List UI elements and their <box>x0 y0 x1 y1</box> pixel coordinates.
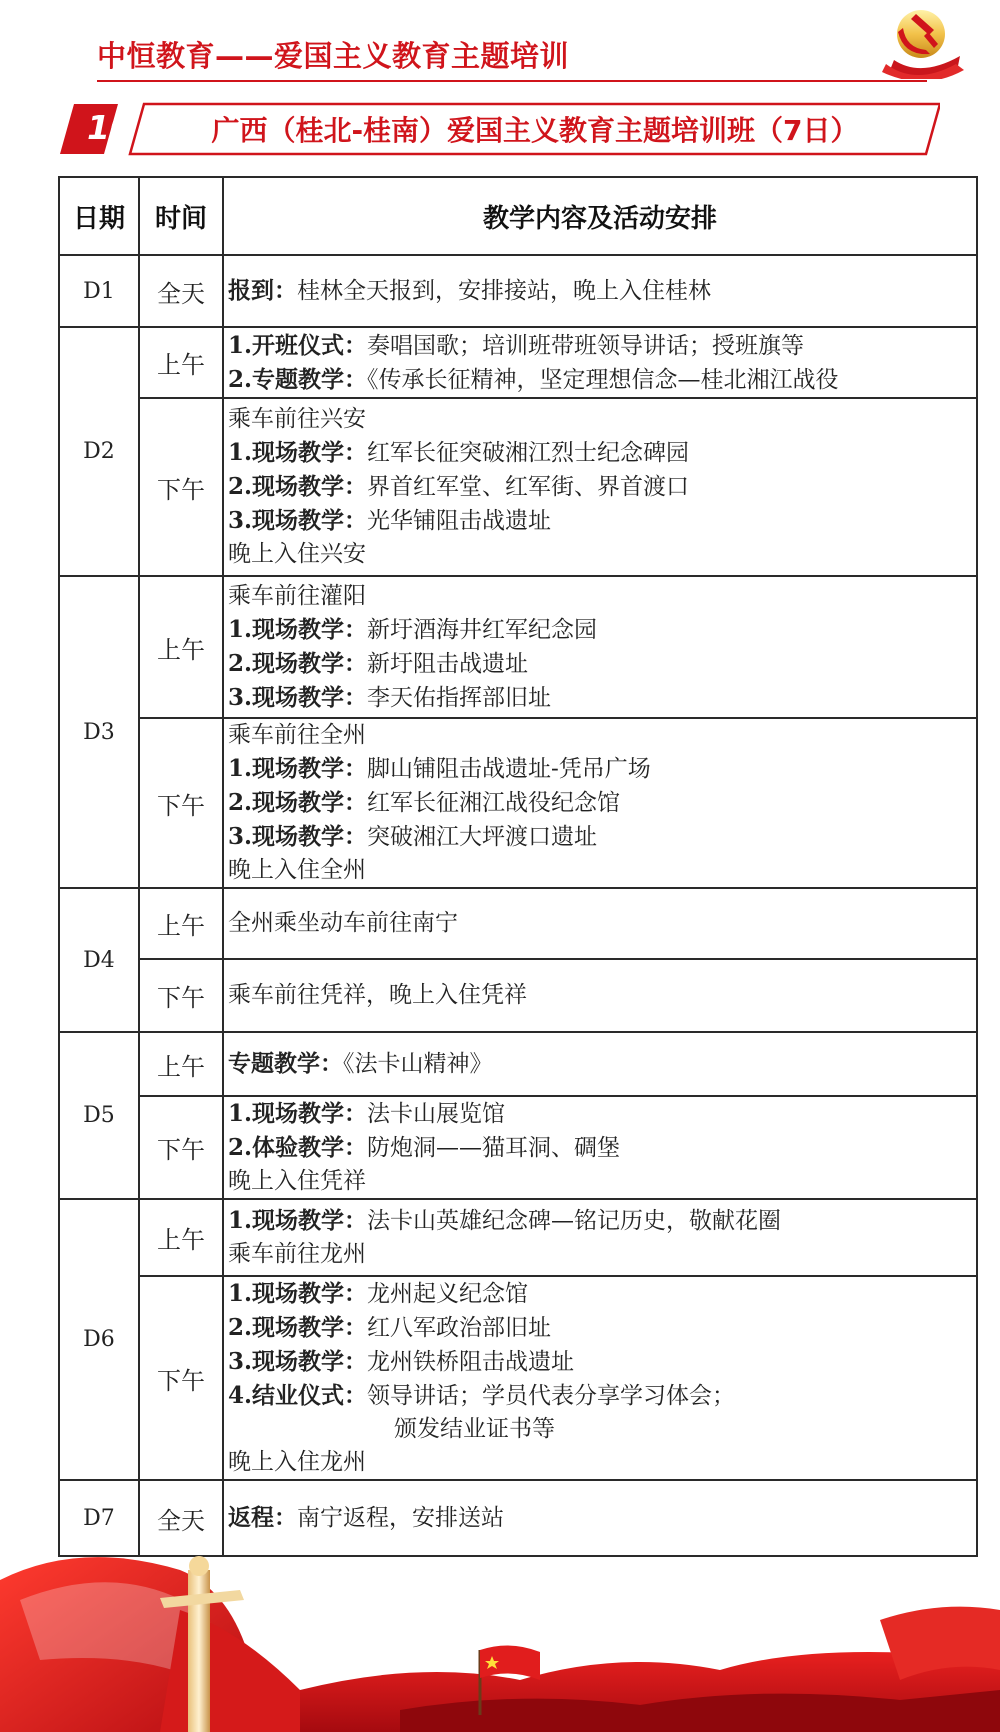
table-header-row <box>59 177 977 255</box>
line-text: 界首红军堂、红军街、界首渡口 <box>367 474 690 500</box>
line-text: 晚上入住凭祥 <box>228 1168 366 1194</box>
content-cell <box>223 959 977 1032</box>
content-cell <box>223 1199 977 1276</box>
line-label: 2.现场教学： <box>228 473 368 500</box>
content-cell <box>223 1096 977 1199</box>
table-row <box>59 327 977 398</box>
line-text: 红军长征湘江战役纪念馆 <box>367 790 621 816</box>
day-cell: D2 <box>59 327 139 576</box>
line-text: 桂林全天报到，安排接站，晚上入住桂林 <box>297 278 711 304</box>
day-cell: D1 <box>59 255 139 327</box>
line-text: 全州乘坐动车前往南宁 <box>228 910 458 936</box>
section-title: 广西（桂北-桂南）爱国主义教育主题培训班（7日） <box>211 114 859 147</box>
day-cell: D5 <box>59 1032 139 1199</box>
line-text: 法卡山英雄纪念碑—铭记历史，敬献花圈 <box>367 1208 782 1234</box>
line-text: 乘车前往龙州 <box>228 1241 366 1267</box>
line-text: 法卡山展览馆 <box>367 1101 506 1127</box>
line-text: 奏唱国歌；培训班带班领导讲话；授班旗等 <box>367 332 805 359</box>
line-label: 报到： <box>228 277 297 304</box>
line-label: 2.专题教学： <box>228 365 368 393</box>
time-cell: 下午 <box>139 1096 223 1199</box>
line-text: 突破湘江大坪渡口遗址 <box>367 824 598 850</box>
line-text: 《传承长征精神，坚定理想信念—桂北湘江战役 <box>367 366 839 393</box>
line-label: 3.现场教学： <box>228 823 368 850</box>
page-title: 中恒教育——爱国主义教育主题培训 <box>97 39 570 73</box>
time-cell: 下午 <box>139 398 223 576</box>
line-label: 2.现场教学： <box>228 649 368 677</box>
line-label: 返程： <box>228 1504 297 1531</box>
table-row <box>59 1199 977 1276</box>
content-line <box>228 274 972 308</box>
line-label: 3.现场教学： <box>228 1348 368 1375</box>
line-text: 晚上入住龙州 <box>228 1449 366 1475</box>
line-label: 专题教学： <box>228 1050 343 1077</box>
time-cell: 上午 <box>139 1199 223 1276</box>
section-number: 10 <box>87 108 133 147</box>
table-row <box>59 1032 977 1096</box>
line-text: 乘车前往全州 <box>228 722 366 748</box>
time-cell: 上午 <box>139 1032 223 1096</box>
time-cell: 下午 <box>139 1276 223 1480</box>
table-row <box>59 398 977 576</box>
content-cell <box>223 888 977 959</box>
line-text: 防炮洞——猫耳洞、碉堡 <box>367 1135 621 1161</box>
content-cell <box>223 255 977 327</box>
line-label: 1.现场教学： <box>228 439 368 466</box>
line-label: 2.现场教学： <box>228 1314 368 1341</box>
table-row <box>59 888 977 959</box>
line-label: 2.现场教学： <box>228 789 368 816</box>
table-row <box>59 255 977 327</box>
table-row <box>59 1276 977 1480</box>
party-emblem-icon <box>876 4 966 79</box>
content-cell <box>223 327 977 398</box>
line-label: 2.体验教学： <box>228 1134 368 1161</box>
day-cell: D3 <box>59 576 139 888</box>
content-cell <box>223 1032 977 1096</box>
line-label: 3.现场教学： <box>228 507 368 534</box>
time-cell: 上午 <box>139 576 223 718</box>
header-content: 教学内容及活动安排 <box>223 177 977 255</box>
line-label: 3.现场教学： <box>228 683 368 711</box>
time-cell: 下午 <box>139 718 223 888</box>
line-text: 龙州铁桥阻击战遗址 <box>367 1349 575 1375</box>
line-text: 颁发结业证书等 <box>394 1416 555 1442</box>
line-label: 1.开班仪式： <box>228 331 368 359</box>
line-text: 红八军政治部旧址 <box>367 1315 552 1341</box>
content-cell <box>223 1276 977 1480</box>
line-text: 乘车前往凭祥，晚上入住凭祥 <box>228 982 527 1008</box>
header-date: 日期 <box>59 177 139 255</box>
line-label: 1.现场教学： <box>228 1280 368 1307</box>
time-cell: 全天 <box>139 255 223 327</box>
table-row <box>59 959 977 1032</box>
time-cell: 下午 <box>139 959 223 1032</box>
line-text: 南宁返程，安排送站 <box>297 1505 504 1531</box>
line-text: 乘车前往兴安 <box>228 406 366 432</box>
header-time: 时间 <box>139 177 223 255</box>
line-text: 红军长征突破湘江烈士纪念碑园 <box>367 440 690 466</box>
content-cell <box>223 718 977 888</box>
time-cell: 上午 <box>139 888 223 959</box>
table-row <box>59 1096 977 1199</box>
time-cell: 上午 <box>139 327 223 398</box>
table-row <box>59 718 977 888</box>
line-label: 1.现场教学： <box>228 615 368 643</box>
line-text: 乘车前往灌阳 <box>228 582 366 609</box>
day-cell: D7 <box>59 1480 139 1556</box>
day-cell: D6 <box>59 1199 139 1480</box>
time-cell: 全天 <box>139 1480 223 1556</box>
content-cell <box>223 576 977 718</box>
line-text: 脚山铺阻击战遗址-凭吊广场 <box>367 756 651 782</box>
line-text: 李天佑指挥部旧址 <box>367 684 552 711</box>
line-text: 龙州起义纪念馆 <box>367 1281 529 1307</box>
line-text: 新圩阻击战遗址 <box>367 650 529 677</box>
header-divider <box>97 80 927 82</box>
line-label: 4.结业仪式： <box>228 1382 368 1409</box>
flag-and-huabiao-decoration <box>0 1540 1000 1732</box>
table-row <box>59 576 977 718</box>
content-cell <box>223 398 977 576</box>
line-label: 1.现场教学： <box>228 1100 368 1127</box>
day-cell: D4 <box>59 888 139 1032</box>
line-text: 晚上入住兴安 <box>228 541 366 567</box>
line-text: 领导讲话；学员代表分享学习体会； <box>367 1383 736 1409</box>
line-label: 1.现场教学： <box>228 755 368 782</box>
line-label: 1.现场教学： <box>228 1207 368 1234</box>
line-text: 新圩酒海井红军纪念园 <box>367 616 598 643</box>
schedule-table <box>58 176 978 1557</box>
line-text: 《法卡山精神》 <box>343 1051 493 1077</box>
line-text: 晚上入住全州 <box>228 857 366 883</box>
line-text: 光华铺阻击战遗址 <box>367 508 552 534</box>
